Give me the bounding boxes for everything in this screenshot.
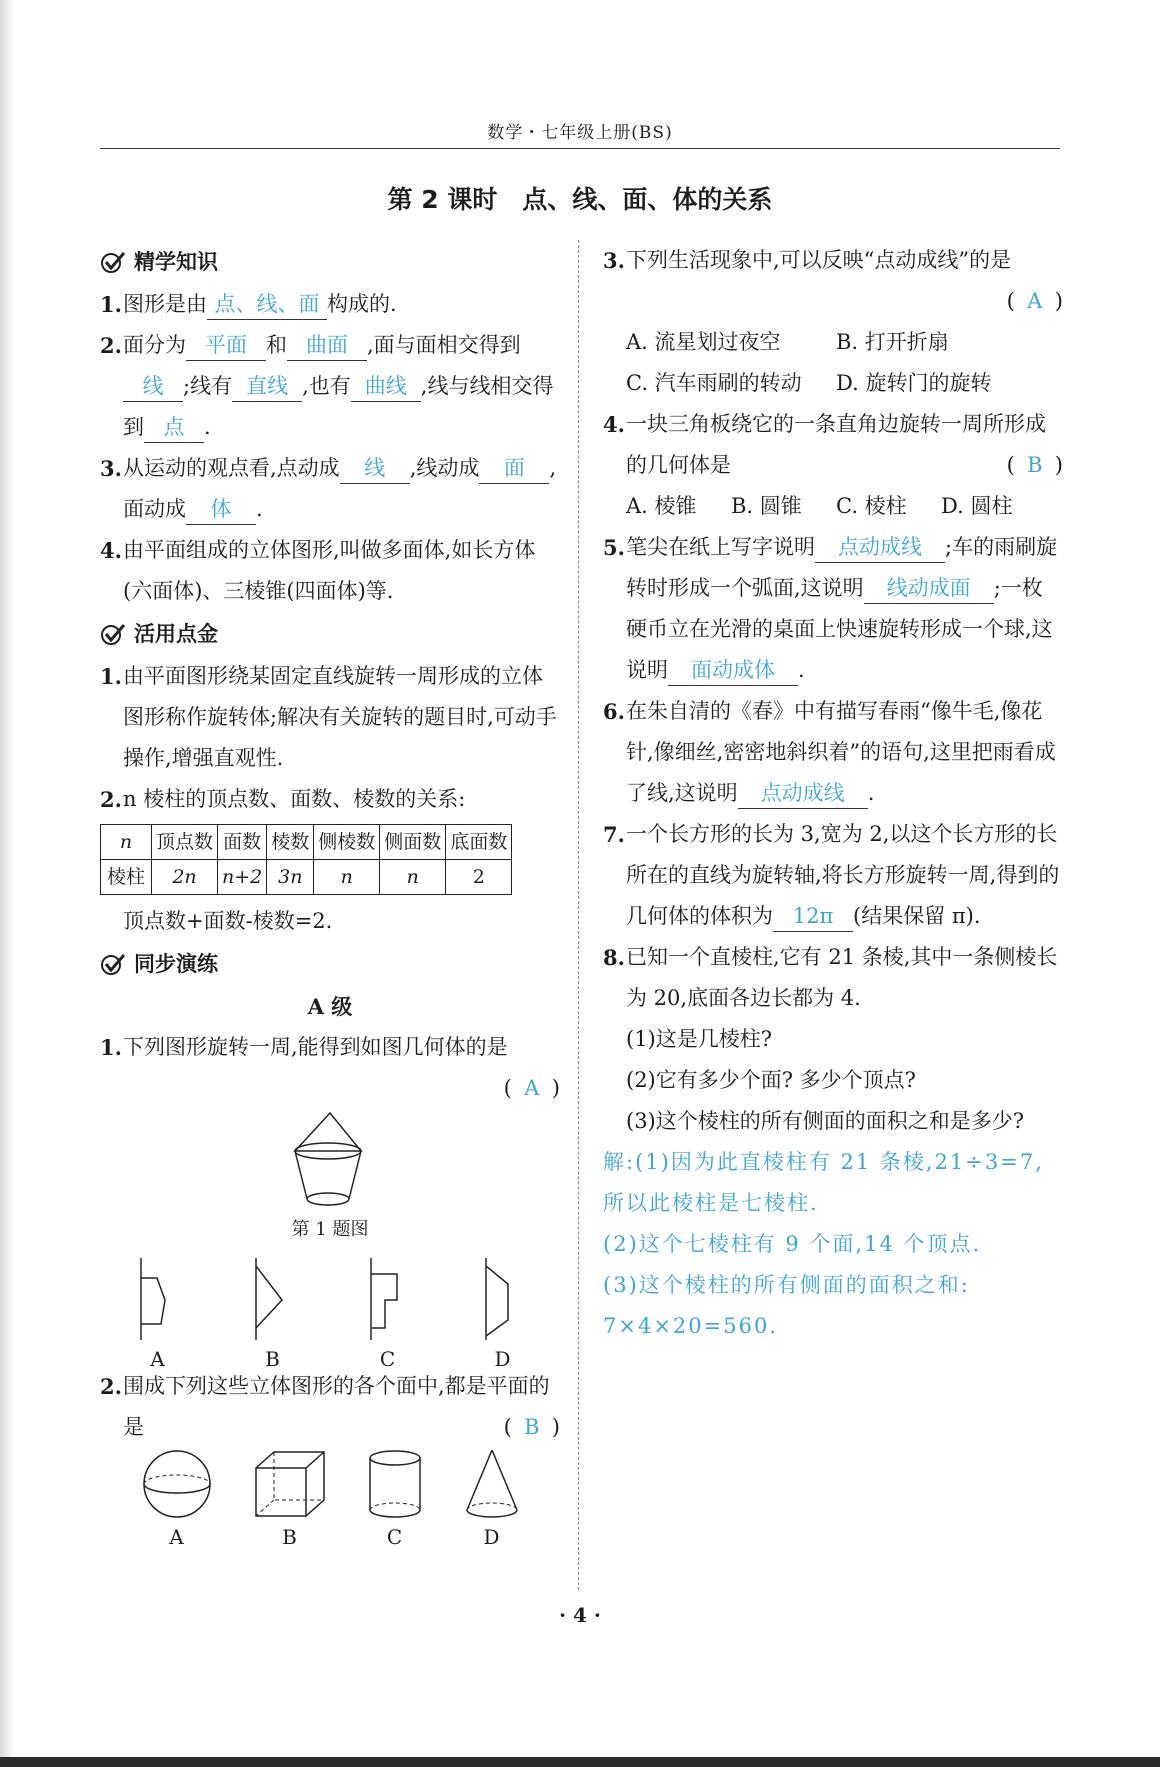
answer-choice: A xyxy=(1027,289,1043,313)
table-cell: 侧面数 xyxy=(380,825,446,860)
option-figure-d: D xyxy=(478,1256,528,1366)
answer-blank: 曲线 xyxy=(351,371,421,402)
q8-solution-3: (2)这个七棱柱有 9 个面,14 个顶点. xyxy=(603,1232,982,1256)
q8-solution-1: 解:(1)因为此直棱柱有 21 条棱,21÷3=7, xyxy=(603,1150,1044,1174)
q8-sub-2: (2)它有多少个面? 多少个顶点? xyxy=(626,1068,916,1092)
huoyong-q1: 1. 由平面图形绕某固定直线旋转一周形成的立体图形称作旋转体;解决有关旋转的题目时,可动手操作,增强直观性. xyxy=(100,664,557,770)
q1-options-figures xyxy=(100,1256,560,1371)
header-rule xyxy=(100,148,1060,149)
q8-sub-3: (3)这个棱柱的所有侧面的面积之和是多少? xyxy=(626,1109,1025,1133)
table-cell: 2 xyxy=(446,860,512,895)
option-sphere: A xyxy=(139,1448,215,1548)
answer-blank: 平面 xyxy=(186,330,266,361)
prism-properties-table xyxy=(100,824,512,895)
shape-b xyxy=(248,1256,298,1342)
answer-blank: 12π xyxy=(773,901,853,932)
shape-d xyxy=(478,1256,528,1342)
answer-choice: B xyxy=(1027,453,1043,477)
cone-shape xyxy=(462,1448,522,1520)
section-huoyong xyxy=(100,612,560,656)
option-cylinder: C xyxy=(365,1448,425,1548)
table-cell: n xyxy=(101,825,152,860)
answer-blank: 体 xyxy=(186,494,256,525)
answer-blank: 点 xyxy=(144,412,204,443)
shape-c xyxy=(363,1256,413,1342)
q4-options: A. 棱锥 B. 圆锥 C. 棱柱 D. 圆柱 xyxy=(626,494,1013,518)
answer-blank: 面动成体 xyxy=(668,655,798,686)
answer-blank: 面 xyxy=(479,453,549,484)
table-cell: 底面数 xyxy=(446,825,512,860)
cube-shape xyxy=(252,1448,328,1520)
answer-paren: ( B ) xyxy=(123,1407,560,1448)
table-cell: 侧棱数 xyxy=(314,825,380,860)
tongbu-q3: 3. 下列生活现象中,可以反映“点动成线”的是 ( A ) xyxy=(603,240,1063,322)
table-cell: 棱柱 xyxy=(101,860,152,895)
jingxue-q1: 1. 图形是由 点、线、面 构成的. xyxy=(100,284,560,325)
table-row xyxy=(101,825,512,860)
tongbu-q8: 8. 已知一个直棱柱,它有 21 条棱,其中一条侧棱长为 20,底面各边长都为 4. xyxy=(603,945,1058,1010)
table-cell: 棱数 xyxy=(267,825,314,860)
answer-blank: 点动成线 xyxy=(815,532,945,563)
table-cell: n xyxy=(380,860,446,895)
jingxue-q2: 2. 面分为 平面 和 曲面 ,面与面相交得到线 ;线有 直线 ,也有 曲线 ,线与线相交得到 点 . xyxy=(100,325,560,448)
option-figure-b: B xyxy=(248,1256,298,1366)
page-number: · 4 · xyxy=(559,1603,601,1627)
check-icon xyxy=(100,951,126,977)
shape-a xyxy=(133,1256,183,1342)
table-cell: 2n xyxy=(152,860,218,895)
answer-paren: ( B ) xyxy=(626,445,1063,486)
table-cell: 面数 xyxy=(218,825,267,860)
cone-cylinder-figure xyxy=(285,1109,375,1209)
option-figure-c: C xyxy=(363,1256,413,1366)
answer-blank: 曲面 xyxy=(287,330,367,361)
q1-figure xyxy=(100,1109,560,1209)
answer-blank: 线动成面 xyxy=(864,573,994,604)
figure-caption: 第 1 题图 xyxy=(291,1219,369,1240)
level-heading: A 级 xyxy=(307,994,353,1019)
table-row xyxy=(101,860,512,895)
section-title: 活用点金 xyxy=(134,621,218,646)
sphere-shape xyxy=(139,1448,215,1520)
section-title: 精学知识 xyxy=(134,249,218,274)
q8-sub-1: (1)这是几棱柱? xyxy=(626,1027,773,1051)
check-icon xyxy=(100,621,126,647)
answer-blank: 直线 xyxy=(232,371,302,402)
table-cell: 顶点数 xyxy=(152,825,218,860)
huoyong-q2: 2. n 棱柱的顶点数、面数、棱数的关系: xyxy=(100,787,466,812)
answer-choice: B xyxy=(524,1415,540,1439)
q8-solution-2: 所以此棱柱是七棱柱. xyxy=(603,1191,819,1215)
tongbu-q7: 7. 一个长方形的长为 3,宽为 2,以这个长方形的长所在的直线为旋转轴,将长方形旋转一周,得到的几何体的体积为 12π (结果保留 π). xyxy=(603,814,1063,937)
table-cell: 3n xyxy=(267,860,314,895)
column-divider xyxy=(578,240,579,1590)
tongbu-q6: 6. 在朱自清的《春》中有描写春雨“像牛毛,像花针,像细丝,密密地斜织着”的语句,这里把雨看成了线,这说明 点动成线 . xyxy=(603,691,1063,814)
option-cube: B xyxy=(252,1448,328,1548)
answer-blank: 点、线、面 xyxy=(207,289,327,320)
answer-blank: 线 xyxy=(123,371,183,402)
bottom-bar xyxy=(0,1757,1160,1767)
section-tongbu xyxy=(100,942,560,986)
section-jingxue xyxy=(100,240,560,284)
q8-solution-5: 7×4×20=560. xyxy=(603,1314,778,1338)
running-header: 数学・七年级上册(BS) xyxy=(487,123,673,143)
option-cone: D xyxy=(462,1448,522,1548)
q3-options: A. 流星划过夜空 B. 打开折扇 C. 汽车雨刷的转动 D. 旋转门的旋转 xyxy=(626,330,992,395)
tongbu-q2: 2. 围成下列这些立体图形的各个面中,都是平面的是 ( B ) xyxy=(100,1366,560,1448)
answer-choice: A xyxy=(524,1076,540,1100)
right-column xyxy=(603,240,1063,1347)
answer-blank: 线 xyxy=(340,453,410,484)
answer-paren: ( A ) xyxy=(123,1068,560,1109)
tongbu-q5: 5. 笔尖在纸上写字说明 点动成线 ;车的雨刷旋转时形成一个弧面,这说明 线动成面 ;一枚硬币立在光滑的桌面上快速旋转形成一个球,这说明 面动成体 . xyxy=(603,527,1063,691)
table-cell: n+2 xyxy=(218,860,267,895)
jingxue-q3: 3. 从运动的观点看,点动成 线 ,线动成 面 ,面动成 体 . xyxy=(100,448,560,530)
option-figure-a: A xyxy=(133,1256,183,1366)
section-title: 同步演练 xyxy=(134,951,218,976)
jingxue-q4: 4. 由平面组成的立体图形,叫做多面体,如长方体(六面体)、三棱锥(四面体)等. xyxy=(100,538,536,603)
q2-options-figures xyxy=(100,1448,560,1548)
table-cell: n xyxy=(314,860,380,895)
check-icon xyxy=(100,249,126,275)
page-edge-shadow xyxy=(0,0,14,1767)
left-column xyxy=(100,240,560,1548)
answer-paren: ( A ) xyxy=(626,281,1063,322)
euler-formula: 顶点数+面数-棱数=2. xyxy=(123,909,333,933)
q8-solution-4: (3)这个棱柱的所有侧面的面积之和: xyxy=(603,1273,970,1297)
tongbu-q4: 4. 一块三角板绕它的一条直角边旋转一周所形成的几何体是 ( B ) xyxy=(603,404,1063,486)
answer-blank: 点动成线 xyxy=(738,778,868,809)
cylinder-shape xyxy=(365,1448,425,1520)
tongbu-q1: 1. 下列图形旋转一周,能得到如图几何体的是 ( A ) xyxy=(100,1027,560,1109)
lesson-title: 第 2 课时 点、线、面、体的关系 xyxy=(387,185,773,214)
